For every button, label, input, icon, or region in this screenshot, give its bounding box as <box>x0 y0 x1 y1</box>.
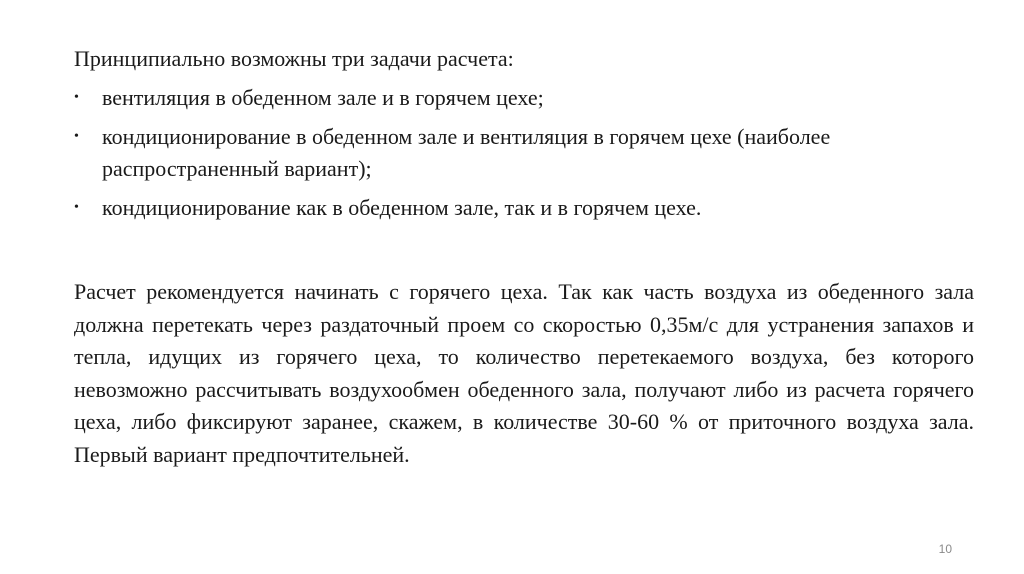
list-item <box>74 192 974 224</box>
list-item-text: кондиционирование как в обеденном зале, так и в горячем цехе. <box>102 195 702 220</box>
bullet-icon: • <box>74 200 79 215</box>
list-item <box>74 82 974 114</box>
body-paragraph: Расчет рекомендуется начинать с горячего цеха. Так как часть воздуха из обеденного зала должна перетекать через раздаточный проем со скоростью 0,35м/с для устранения запахов и тепла, идущих из горячего цеха, то количество перетекаемого воздуха, без которого невозможно рассчитывать воздухообмен обеденного зала, получают либо из расчета горячего цеха, либо фиксируют заранее, скажем, в количестве 30-60 % от приточного воздуха зала. Первый вариант предпочтительней. <box>74 279 974 467</box>
bullet-icon: • <box>74 90 79 105</box>
page-number: 10 <box>938 542 952 556</box>
list-item <box>74 121 974 185</box>
intro-text: Принципиально возможны три задачи расчета: <box>74 46 514 71</box>
list-item-text: вентиляция в обеденном зале и в горячем цехе; <box>102 85 544 110</box>
bullet-icon: • <box>74 129 79 144</box>
list-item-text: кондиционирование в обеденном зале и вентиляция в горячем цехе (наиболее распространенный вариант); <box>102 124 831 181</box>
task-list <box>74 82 974 231</box>
